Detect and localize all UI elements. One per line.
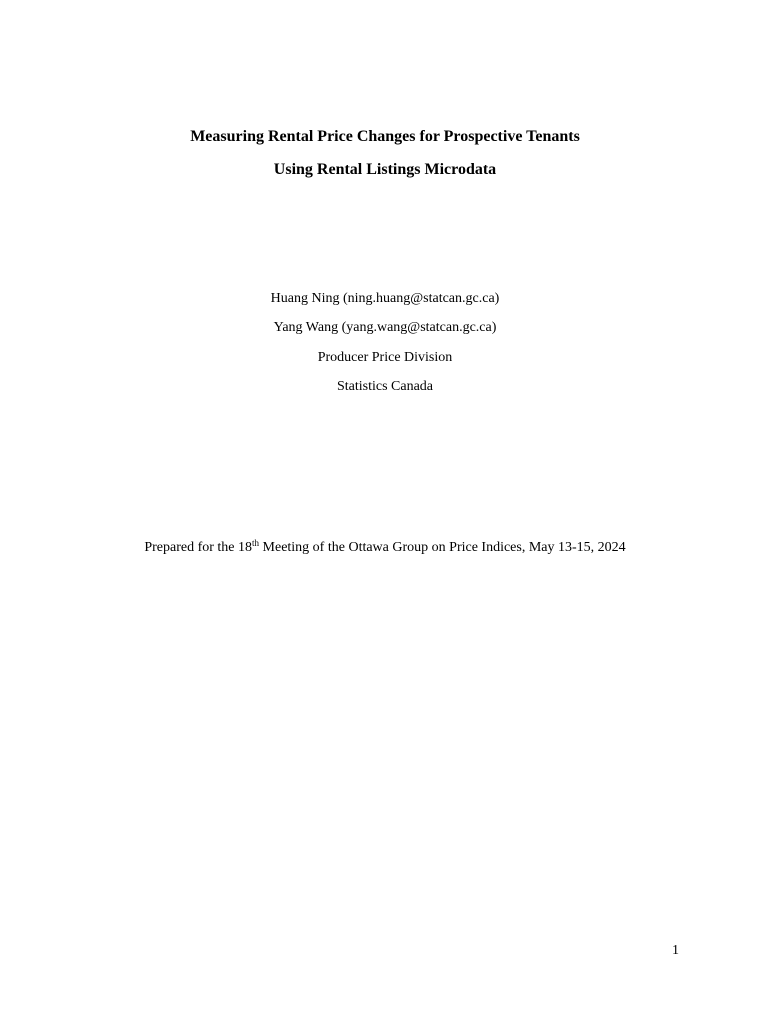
ordinal-superscript: th [252,538,260,548]
page-number: 1 [672,943,679,958]
prepared-prefix: Prepared for the 18 [144,540,253,555]
prepared-for-note [0,539,770,557]
author-1: Huang Ning (ning.huang@statcan.gc.ca) [270,291,500,306]
author-2: Yang Wang (yang.wang@statcan.gc.ca) [273,320,497,335]
title-line-1: Measuring Rental Price Changes for Prospective Tenants [190,128,580,145]
affiliation-division: Producer Price Division [317,350,453,365]
title-line-2: Using Rental Listings Microdata [273,161,497,178]
affiliation-organization: Statistics Canada [336,379,434,394]
prepared-suffix: Meeting of the Ottawa Group on Price Indices, May 13-15, 2024 [259,540,626,555]
